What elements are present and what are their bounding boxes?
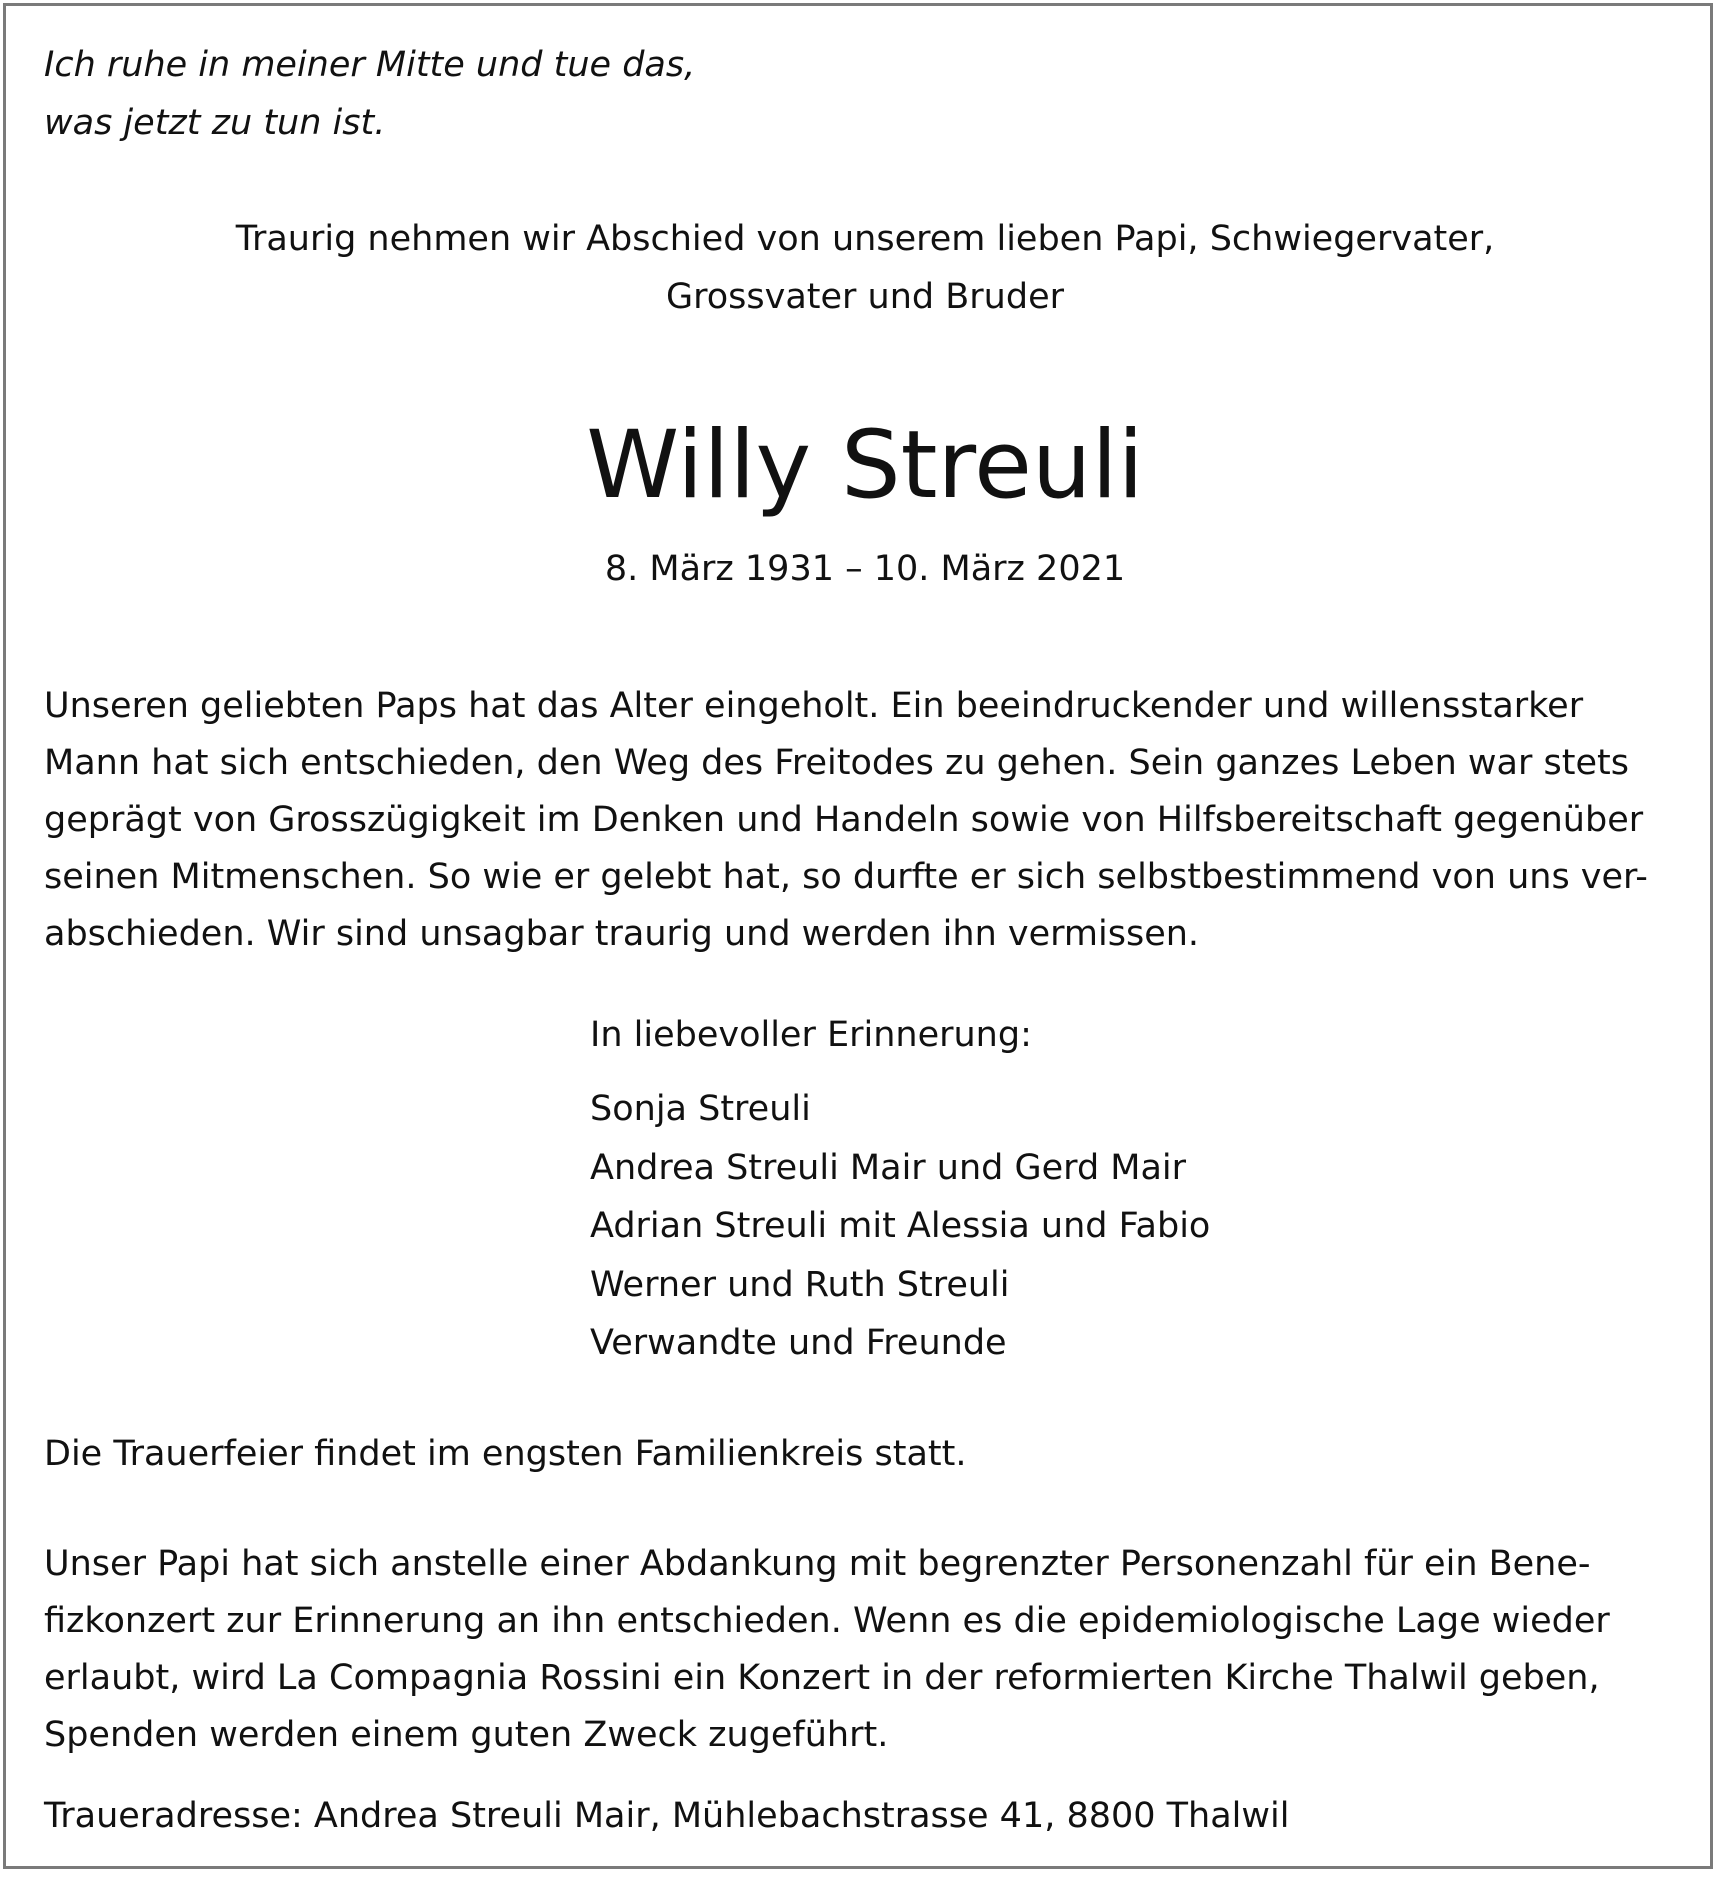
obituary-notice xyxy=(3,3,1713,1869)
concert-line: erlaubt, wird La Compagnia Rossini ein Konzert in der reformierten Kirche Thalwil geben, xyxy=(44,1658,1600,1698)
tribute-paragraph xyxy=(44,678,1694,963)
mourner-name: Andrea Streuli Mair und Gerd Mair xyxy=(590,1147,1187,1188)
mourner-name: Adrian Streuli mit Alessia und Fabio xyxy=(590,1206,1211,1246)
ceremony-line: Die Trauerfeier findet im engsten Familienkreis statt. xyxy=(44,1434,967,1474)
tribute-line: Unseren geliebten Paps hat das Alter eingeholt. Ein beeindruckender und willensstarker xyxy=(44,686,1584,726)
concert-paragraph xyxy=(44,1536,1694,1764)
tribute-line: geprägt von Grosszügigkeit im Denken und Handeln sowie von Hilfsbereitschaft gegenüber xyxy=(44,800,1644,840)
address-line: Traueradresse: Andrea Streuli Mair, Mühlebachstrasse 41, 8800 Thalwil xyxy=(44,1796,1290,1836)
tribute-line: Mann hat sich entschieden, den Weg des Freitodes zu gehen. Sein ganzes Leben war stets xyxy=(44,743,1629,783)
concert-line: Unser Papi hat sich anstelle einer Abdankung mit begrenzter Personenzahl für ein Bene- xyxy=(44,1544,1591,1584)
mourner-name: Werner und Ruth Streuli xyxy=(590,1264,1010,1305)
motto-line: was jetzt zu tun ist. xyxy=(44,103,386,143)
tribute-line: seinen Mitmenschen. So wie er gelebt hat, so durfte er sich selbstbestimmend von uns ver- xyxy=(44,857,1648,897)
life-dates: 8. März 1931 – 10. März 2021 xyxy=(604,549,1126,589)
ceremony-note xyxy=(44,1426,1694,1483)
motto-line: Ich ruhe in meiner Mitte und tue das, xyxy=(44,45,696,85)
concert-line: fizkonzert zur Erinnerung an ihn entschieden. Wenn es die epidemiologische Lage wieder xyxy=(44,1601,1610,1641)
motto-quote xyxy=(44,36,695,152)
mourner-name: Sonja Streuli xyxy=(590,1089,811,1129)
deceased-name: Willy Streuli xyxy=(586,411,1144,520)
mourner-name: Verwandte und Freunde xyxy=(590,1323,1007,1363)
farewell-intro xyxy=(6,210,1724,326)
tribute-line: abschieden. Wir sind unsagbar traurig und werden ihn vermissen. xyxy=(44,914,1200,954)
intro-line: Traurig nehmen wir Abschied von unserem lieben Papi, Schwiegervater, xyxy=(235,219,1495,259)
intro-line: Grossvater und Bruder xyxy=(666,277,1064,317)
mourning-address xyxy=(44,1788,1694,1845)
concert-line: Spenden werden einem guten Zweck zugeführt. xyxy=(44,1715,889,1755)
mourners-list xyxy=(590,1080,1210,1373)
memory-heading: In liebevoller Erinnerung: xyxy=(590,1015,1032,1055)
